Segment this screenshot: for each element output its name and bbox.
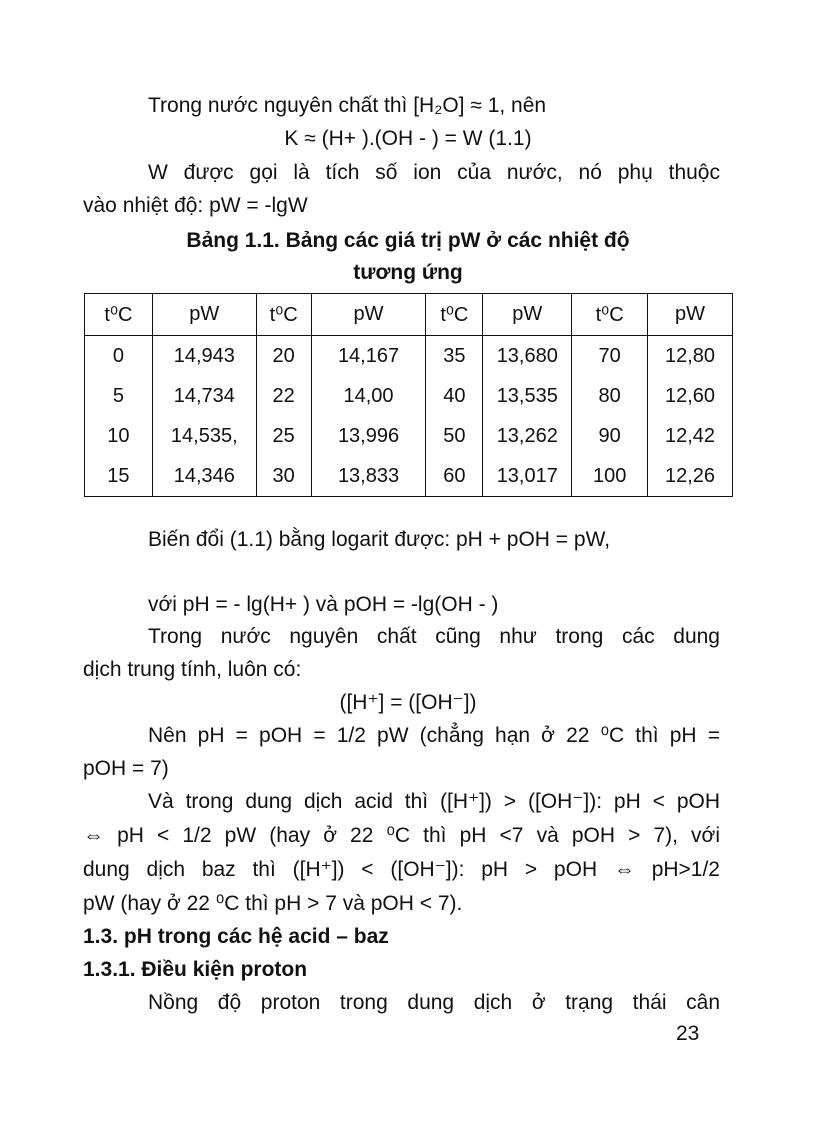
table-cell: 22 (256, 376, 311, 416)
table-cell: 13,680 (483, 336, 572, 377)
table-cell: 13,017 (483, 456, 572, 497)
equation: ([H⁺] = ([OH⁻]) (339, 691, 477, 714)
table-cell: 60 (426, 456, 483, 497)
table-cell: 14,167 (311, 336, 426, 377)
table-cell: 100 (572, 456, 648, 497)
table-cell: 15 (85, 456, 153, 497)
header-cell: pW (648, 294, 733, 336)
text-line: dịch trung tính, luôn có: (83, 658, 302, 681)
table-cell: 12,42 (648, 416, 733, 456)
table-cell: 90 (572, 416, 648, 456)
equation-1-1: K ≈ (H+ ).(OH - ) = W (1.1) (284, 127, 532, 150)
table-cell: 12,80 (648, 336, 733, 377)
table-row (85, 336, 733, 377)
text-line: Nên pH = pOH = 1/2 pW (chẳng hạn ở 22 ⁰C thì pH = (148, 724, 720, 747)
table-cell: 13,535 (483, 376, 572, 416)
header-cell: t⁰C (426, 294, 483, 336)
table-cell: 5 (85, 376, 153, 416)
table-cell: 40 (426, 376, 483, 416)
table-cell: 14,346 (152, 456, 256, 497)
table-cell: 10 (85, 416, 153, 456)
text-line: pOH = 7) (83, 757, 169, 780)
header-cell: pW (152, 294, 256, 336)
table-cell: 20 (256, 336, 311, 377)
table-cell: 12,26 (648, 456, 733, 497)
table-cell: 0 (85, 336, 153, 377)
table-cell: 50 (426, 416, 483, 456)
text-line: Và trong dung dịch acid thì ([H⁺]) > ([OH⁻]): pH < pOH (148, 790, 720, 813)
table-cell: 25 (256, 416, 311, 456)
table-row (85, 376, 733, 416)
table-cell: 30 (256, 456, 311, 497)
table-cell: 13,833 (311, 456, 426, 497)
header-cell: t⁰C (572, 294, 648, 336)
pw-table (84, 293, 733, 497)
table-cell: 14,734 (152, 376, 256, 416)
table-caption: Bảng 1.1. Bảng các giá trị pW ở các nhiệt độ (186, 229, 630, 252)
table-row (85, 416, 733, 456)
header-cell: pW (311, 294, 426, 336)
header-cell: t⁰C (85, 294, 153, 336)
page-number: 23 (676, 1022, 700, 1045)
table-cell: 12,60 (648, 376, 733, 416)
table-cell: 80 (572, 376, 648, 416)
table-cell: 70 (572, 336, 648, 377)
table-cell: 14,943 (152, 336, 256, 377)
table-cell: 13,996 (311, 416, 426, 456)
table-cell: 14,00 (311, 376, 426, 416)
text-line: dung dịch baz thì ([H⁺]) < ([OH⁻]): pH > pOH ⇔ pH>1/2 (83, 858, 720, 881)
table-header-row (85, 294, 733, 336)
header-cell: pW (483, 294, 572, 336)
text-line: Nồng độ proton trong dung dịch ở trạng thái cân (148, 991, 720, 1014)
table-row (85, 456, 733, 497)
table-cell: 14,535, (152, 416, 256, 456)
table-caption: tương ứng (353, 261, 463, 284)
text-line: vào nhiệt độ: pW = -lgW (83, 194, 308, 217)
table-cell: 13,262 (483, 416, 572, 456)
header-cell: t⁰C (256, 294, 311, 336)
text-line: Biến đổi (1.1) bằng logarit được: pH + pOH = pW, (148, 528, 611, 551)
text-line: Trong nước nguyên chất cũng như trong các dung (148, 625, 720, 648)
text-line: Trong nước nguyên chất thì [H₂O] ≈ 1, nên (148, 94, 547, 117)
text-line: W được gọi là tích số ion của nước, nó phụ thuộc (148, 161, 720, 184)
text-line: ⇔ pH < 1/2 pW (hay ở 22 ⁰C thì pH <7 và pOH > 7), với (83, 824, 720, 847)
text-line: với pH = - lg(H+ ) và pOH = -lg(OH - ) (148, 593, 499, 616)
text-line: pW (hay ở 22 ⁰C thì pH > 7 và pOH < 7). (83, 892, 463, 915)
subsection-heading: 1.3.1. Điều kiện proton (83, 958, 308, 981)
section-heading: 1.3. pH trong các hệ acid – baz (83, 925, 389, 948)
table-cell: 35 (426, 336, 483, 377)
